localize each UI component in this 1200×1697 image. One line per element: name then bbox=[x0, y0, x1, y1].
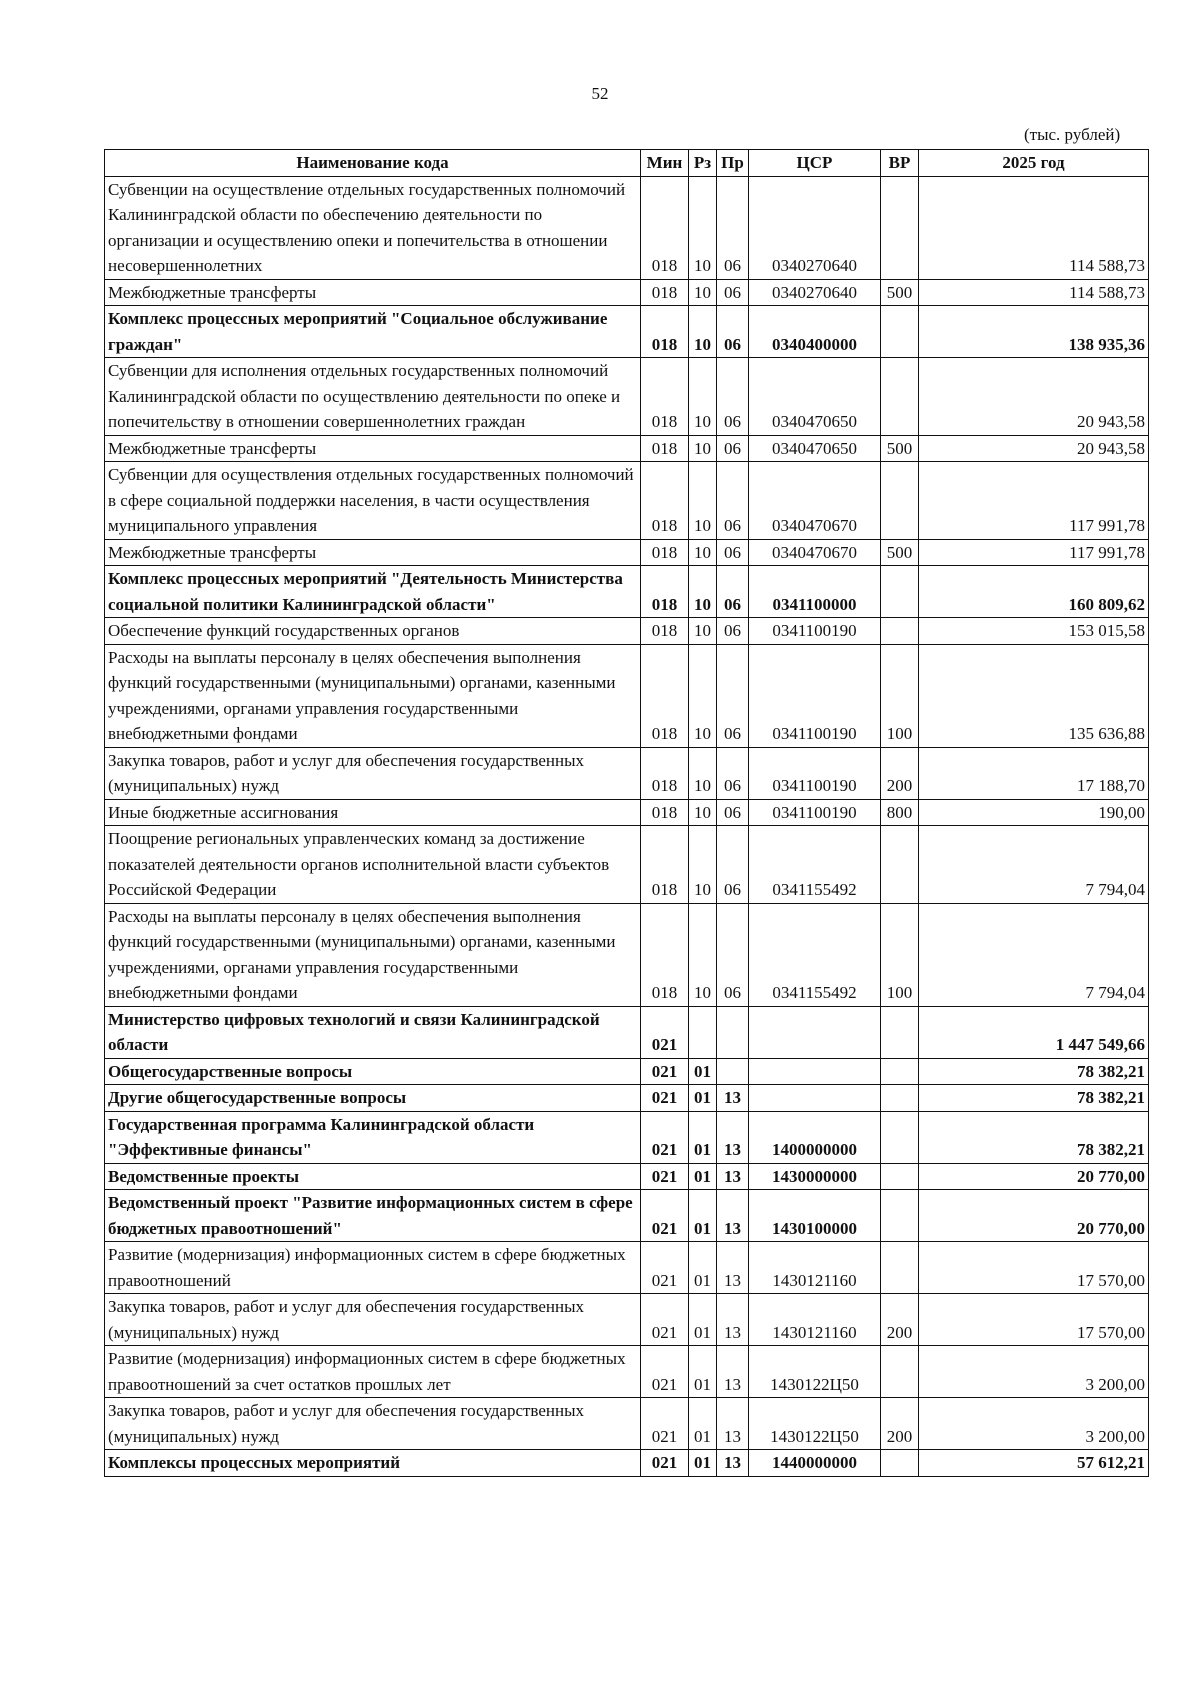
column-header-name: Наименование кода bbox=[105, 150, 641, 177]
table-row bbox=[105, 1242, 1149, 1294]
cell-min: 021 bbox=[641, 1346, 689, 1398]
cell-pr: 13 bbox=[717, 1242, 749, 1294]
column-header-pr: Пр bbox=[717, 150, 749, 177]
table-row bbox=[105, 1294, 1149, 1346]
cell-name: Расходы на выплаты персоналу в целях обеспечения выполнения функций государственными (муниципальными) органами, казенными учреждениями, органами управления государственными внебюджетными фондами bbox=[105, 903, 641, 1006]
table-row bbox=[105, 358, 1149, 436]
cell-rz: 01 bbox=[689, 1294, 717, 1346]
cell-rz: 01 bbox=[689, 1242, 717, 1294]
table-row bbox=[105, 903, 1149, 1006]
cell-csr bbox=[749, 1006, 881, 1058]
table-row bbox=[105, 1398, 1149, 1450]
cell-name: Государственная программа Калининградской области "Эффективные финансы" bbox=[105, 1111, 641, 1163]
cell-csr: 0341155492 bbox=[749, 903, 881, 1006]
cell-rz bbox=[689, 1006, 717, 1058]
cell-amount: 160 809,62 bbox=[919, 566, 1149, 618]
cell-vr bbox=[881, 1190, 919, 1242]
cell-amount: 3 200,00 bbox=[919, 1398, 1149, 1450]
cell-min: 021 bbox=[641, 1163, 689, 1190]
cell-rz: 01 bbox=[689, 1190, 717, 1242]
cell-csr: 1430121160 bbox=[749, 1242, 881, 1294]
cell-rz: 10 bbox=[689, 799, 717, 826]
table-row bbox=[105, 1006, 1149, 1058]
cell-vr: 200 bbox=[881, 1294, 919, 1346]
cell-pr: 13 bbox=[717, 1294, 749, 1346]
cell-csr: 1400000000 bbox=[749, 1111, 881, 1163]
cell-min: 018 bbox=[641, 462, 689, 540]
cell-pr: 13 bbox=[717, 1190, 749, 1242]
cell-vr: 100 bbox=[881, 903, 919, 1006]
page-number: 52 bbox=[591, 84, 609, 103]
cell-min: 018 bbox=[641, 747, 689, 799]
budget-table bbox=[104, 149, 1149, 1477]
table-row bbox=[105, 176, 1149, 279]
cell-min: 018 bbox=[641, 618, 689, 645]
table-header-row bbox=[105, 150, 1149, 177]
table-row bbox=[105, 747, 1149, 799]
cell-pr: 13 bbox=[717, 1346, 749, 1398]
cell-rz: 10 bbox=[689, 903, 717, 1006]
cell-vr bbox=[881, 1085, 919, 1112]
table-row bbox=[105, 539, 1149, 566]
cell-csr: 1430121160 bbox=[749, 1294, 881, 1346]
cell-amount: 1 447 549,66 bbox=[919, 1006, 1149, 1058]
cell-rz: 10 bbox=[689, 618, 717, 645]
cell-pr: 06 bbox=[717, 826, 749, 904]
cell-vr bbox=[881, 176, 919, 279]
cell-vr bbox=[881, 566, 919, 618]
cell-min: 018 bbox=[641, 799, 689, 826]
cell-csr: 0341100190 bbox=[749, 799, 881, 826]
cell-pr: 06 bbox=[717, 306, 749, 358]
cell-amount: 17 570,00 bbox=[919, 1294, 1149, 1346]
cell-name: Комплекс процессных мероприятий "Социальное обслуживание граждан" bbox=[105, 306, 641, 358]
table-row bbox=[105, 799, 1149, 826]
cell-amount: 117 991,78 bbox=[919, 539, 1149, 566]
cell-rz: 10 bbox=[689, 747, 717, 799]
cell-pr bbox=[717, 1006, 749, 1058]
cell-amount: 78 382,21 bbox=[919, 1058, 1149, 1085]
cell-pr: 13 bbox=[717, 1163, 749, 1190]
cell-amount: 78 382,21 bbox=[919, 1111, 1149, 1163]
cell-min: 021 bbox=[641, 1085, 689, 1112]
cell-name: Развитие (модернизация) информационных систем в сфере бюджетных правоотношений bbox=[105, 1242, 641, 1294]
cell-name: Межбюджетные трансферты bbox=[105, 539, 641, 566]
cell-pr: 06 bbox=[717, 176, 749, 279]
column-header-amount: 2025 год bbox=[919, 150, 1149, 177]
cell-pr: 06 bbox=[717, 799, 749, 826]
cell-rz: 01 bbox=[689, 1450, 717, 1477]
cell-rz: 01 bbox=[689, 1111, 717, 1163]
cell-min: 021 bbox=[641, 1190, 689, 1242]
cell-vr: 200 bbox=[881, 747, 919, 799]
table-row bbox=[105, 279, 1149, 306]
cell-csr: 1430122Ц50 bbox=[749, 1398, 881, 1450]
cell-csr: 0340270640 bbox=[749, 279, 881, 306]
cell-pr: 13 bbox=[717, 1085, 749, 1112]
cell-pr: 06 bbox=[717, 358, 749, 436]
column-header-rz: Рз bbox=[689, 150, 717, 177]
cell-pr: 06 bbox=[717, 903, 749, 1006]
cell-pr: 13 bbox=[717, 1111, 749, 1163]
column-header-min: Мин bbox=[641, 150, 689, 177]
cell-amount: 3 200,00 bbox=[919, 1346, 1149, 1398]
cell-name: Иные бюджетные ассигнования bbox=[105, 799, 641, 826]
cell-amount: 17 188,70 bbox=[919, 747, 1149, 799]
cell-csr: 0341100190 bbox=[749, 644, 881, 747]
cell-vr bbox=[881, 358, 919, 436]
cell-amount: 20 943,58 bbox=[919, 435, 1149, 462]
cell-amount: 57 612,21 bbox=[919, 1450, 1149, 1477]
cell-amount: 117 991,78 bbox=[919, 462, 1149, 540]
cell-vr bbox=[881, 1058, 919, 1085]
cell-min: 021 bbox=[641, 1111, 689, 1163]
table-row bbox=[105, 566, 1149, 618]
cell-csr: 0341100190 bbox=[749, 747, 881, 799]
cell-pr: 06 bbox=[717, 618, 749, 645]
cell-min: 018 bbox=[641, 566, 689, 618]
cell-vr bbox=[881, 1111, 919, 1163]
table-row bbox=[105, 1346, 1149, 1398]
cell-amount: 114 588,73 bbox=[919, 279, 1149, 306]
cell-vr: 100 bbox=[881, 644, 919, 747]
cell-name: Обеспечение функций государственных органов bbox=[105, 618, 641, 645]
cell-min: 021 bbox=[641, 1294, 689, 1346]
cell-min: 021 bbox=[641, 1242, 689, 1294]
cell-name: Межбюджетные трансферты bbox=[105, 279, 641, 306]
cell-vr bbox=[881, 306, 919, 358]
cell-rz: 10 bbox=[689, 644, 717, 747]
cell-name: Комплекс процессных мероприятий "Деятельность Министерства социальной политики Калининградской области" bbox=[105, 566, 641, 618]
cell-min: 018 bbox=[641, 435, 689, 462]
table-row bbox=[105, 1190, 1149, 1242]
cell-amount: 78 382,21 bbox=[919, 1085, 1149, 1112]
cell-pr: 06 bbox=[717, 539, 749, 566]
cell-vr: 500 bbox=[881, 279, 919, 306]
cell-vr bbox=[881, 618, 919, 645]
cell-pr: 06 bbox=[717, 747, 749, 799]
cell-min: 018 bbox=[641, 279, 689, 306]
cell-name: Закупка товаров, работ и услуг для обеспечения государственных (муниципальных) нужд bbox=[105, 747, 641, 799]
table-row bbox=[105, 1085, 1149, 1112]
cell-rz: 10 bbox=[689, 539, 717, 566]
cell-name: Министерство цифровых технологий и связи Калининградской области bbox=[105, 1006, 641, 1058]
cell-min: 018 bbox=[641, 539, 689, 566]
column-header-csr: ЦСР bbox=[749, 150, 881, 177]
cell-vr bbox=[881, 1242, 919, 1294]
table-row bbox=[105, 306, 1149, 358]
cell-rz: 10 bbox=[689, 176, 717, 279]
cell-pr: 06 bbox=[717, 566, 749, 618]
cell-rz: 10 bbox=[689, 435, 717, 462]
cell-min: 018 bbox=[641, 358, 689, 436]
table-row bbox=[105, 1058, 1149, 1085]
table-body bbox=[105, 176, 1149, 1476]
column-header-vr: ВР bbox=[881, 150, 919, 177]
cell-csr bbox=[749, 1058, 881, 1085]
cell-pr: 06 bbox=[717, 462, 749, 540]
cell-rz: 10 bbox=[689, 566, 717, 618]
cell-csr: 0340470650 bbox=[749, 358, 881, 436]
table-row bbox=[105, 462, 1149, 540]
cell-amount: 7 794,04 bbox=[919, 903, 1149, 1006]
cell-vr: 800 bbox=[881, 799, 919, 826]
cell-csr: 0340470670 bbox=[749, 462, 881, 540]
cell-pr: 06 bbox=[717, 279, 749, 306]
cell-min: 018 bbox=[641, 176, 689, 279]
cell-csr: 0340400000 bbox=[749, 306, 881, 358]
cell-amount: 20 943,58 bbox=[919, 358, 1149, 436]
units-label: (тыс. рублей) bbox=[1024, 125, 1121, 144]
cell-rz: 10 bbox=[689, 826, 717, 904]
cell-min: 021 bbox=[641, 1398, 689, 1450]
cell-amount: 17 570,00 bbox=[919, 1242, 1149, 1294]
cell-vr bbox=[881, 1346, 919, 1398]
table-row bbox=[105, 644, 1149, 747]
cell-pr bbox=[717, 1058, 749, 1085]
table-row bbox=[105, 618, 1149, 645]
cell-name: Развитие (модернизация) информационных систем в сфере бюджетных правоотношений за счет остатков прошлых лет bbox=[105, 1346, 641, 1398]
cell-min: 018 bbox=[641, 903, 689, 1006]
cell-csr: 0340470670 bbox=[749, 539, 881, 566]
cell-name: Расходы на выплаты персоналу в целях обеспечения выполнения функций государственными (муниципальными) органами, казенными учреждениями, органами управления государственными внебюджетными фондами bbox=[105, 644, 641, 747]
cell-amount: 114 588,73 bbox=[919, 176, 1149, 279]
cell-csr: 1430100000 bbox=[749, 1190, 881, 1242]
cell-amount: 20 770,00 bbox=[919, 1163, 1149, 1190]
cell-rz: 10 bbox=[689, 306, 717, 358]
cell-csr bbox=[749, 1085, 881, 1112]
cell-csr: 0341100000 bbox=[749, 566, 881, 618]
cell-name: Ведомственные проекты bbox=[105, 1163, 641, 1190]
cell-rz: 01 bbox=[689, 1398, 717, 1450]
cell-min: 018 bbox=[641, 826, 689, 904]
cell-amount: 135 636,88 bbox=[919, 644, 1149, 747]
table-row bbox=[105, 435, 1149, 462]
cell-pr: 13 bbox=[717, 1398, 749, 1450]
cell-vr bbox=[881, 462, 919, 540]
cell-name: Закупка товаров, работ и услуг для обеспечения государственных (муниципальных) нужд bbox=[105, 1294, 641, 1346]
cell-vr: 500 bbox=[881, 539, 919, 566]
cell-csr: 1440000000 bbox=[749, 1450, 881, 1477]
cell-pr: 06 bbox=[717, 435, 749, 462]
cell-pr: 13 bbox=[717, 1450, 749, 1477]
cell-name: Межбюджетные трансферты bbox=[105, 435, 641, 462]
cell-csr: 0340270640 bbox=[749, 176, 881, 279]
cell-vr bbox=[881, 1006, 919, 1058]
cell-amount: 190,00 bbox=[919, 799, 1149, 826]
cell-rz: 10 bbox=[689, 462, 717, 540]
table-row bbox=[105, 826, 1149, 904]
cell-pr: 06 bbox=[717, 644, 749, 747]
cell-csr: 1430000000 bbox=[749, 1163, 881, 1190]
cell-csr: 0341100190 bbox=[749, 618, 881, 645]
cell-amount: 20 770,00 bbox=[919, 1190, 1149, 1242]
cell-rz: 01 bbox=[689, 1058, 717, 1085]
cell-name: Субвенции для осуществления отдельных государственных полномочий в сфере социальной поддержки населения, в части осуществления муниципального управления bbox=[105, 462, 641, 540]
cell-csr: 0340470650 bbox=[749, 435, 881, 462]
cell-name: Субвенции на осуществление отдельных государственных полномочий Калининградской области по обеспечению деятельности по организации и осуществлению опеки и попечительства в отношении несовершеннолетних bbox=[105, 176, 641, 279]
cell-name: Поощрение региональных управленческих команд за достижение показателей деятельности органов исполнительной власти субъектов Российской Федерации bbox=[105, 826, 641, 904]
cell-amount: 7 794,04 bbox=[919, 826, 1149, 904]
cell-min: 021 bbox=[641, 1058, 689, 1085]
cell-min: 018 bbox=[641, 306, 689, 358]
cell-amount: 138 935,36 bbox=[919, 306, 1149, 358]
cell-min: 018 bbox=[641, 644, 689, 747]
cell-name: Комплексы процессных мероприятий bbox=[105, 1450, 641, 1477]
cell-rz: 10 bbox=[689, 358, 717, 436]
cell-name: Закупка товаров, работ и услуг для обеспечения государственных (муниципальных) нужд bbox=[105, 1398, 641, 1450]
table-row bbox=[105, 1111, 1149, 1163]
cell-csr: 0341155492 bbox=[749, 826, 881, 904]
cell-rz: 01 bbox=[689, 1085, 717, 1112]
cell-rz: 01 bbox=[689, 1163, 717, 1190]
cell-rz: 10 bbox=[689, 279, 717, 306]
cell-vr bbox=[881, 1450, 919, 1477]
cell-vr bbox=[881, 826, 919, 904]
cell-min: 021 bbox=[641, 1450, 689, 1477]
cell-vr: 500 bbox=[881, 435, 919, 462]
cell-name: Общегосударственные вопросы bbox=[105, 1058, 641, 1085]
table-row bbox=[105, 1163, 1149, 1190]
table-row bbox=[105, 1450, 1149, 1477]
cell-min: 021 bbox=[641, 1006, 689, 1058]
cell-name: Субвенции для исполнения отдельных государственных полномочий Калининградской области по осуществлению деятельности по опеке и попечительству в отношении совершеннолетних граждан bbox=[105, 358, 641, 436]
cell-csr: 1430122Ц50 bbox=[749, 1346, 881, 1398]
cell-name: Ведомственный проект "Развитие информационных систем в сфере бюджетных правоотношений" bbox=[105, 1190, 641, 1242]
cell-rz: 01 bbox=[689, 1346, 717, 1398]
cell-vr bbox=[881, 1163, 919, 1190]
cell-name: Другие общегосударственные вопросы bbox=[105, 1085, 641, 1112]
cell-amount: 153 015,58 bbox=[919, 618, 1149, 645]
cell-vr: 200 bbox=[881, 1398, 919, 1450]
